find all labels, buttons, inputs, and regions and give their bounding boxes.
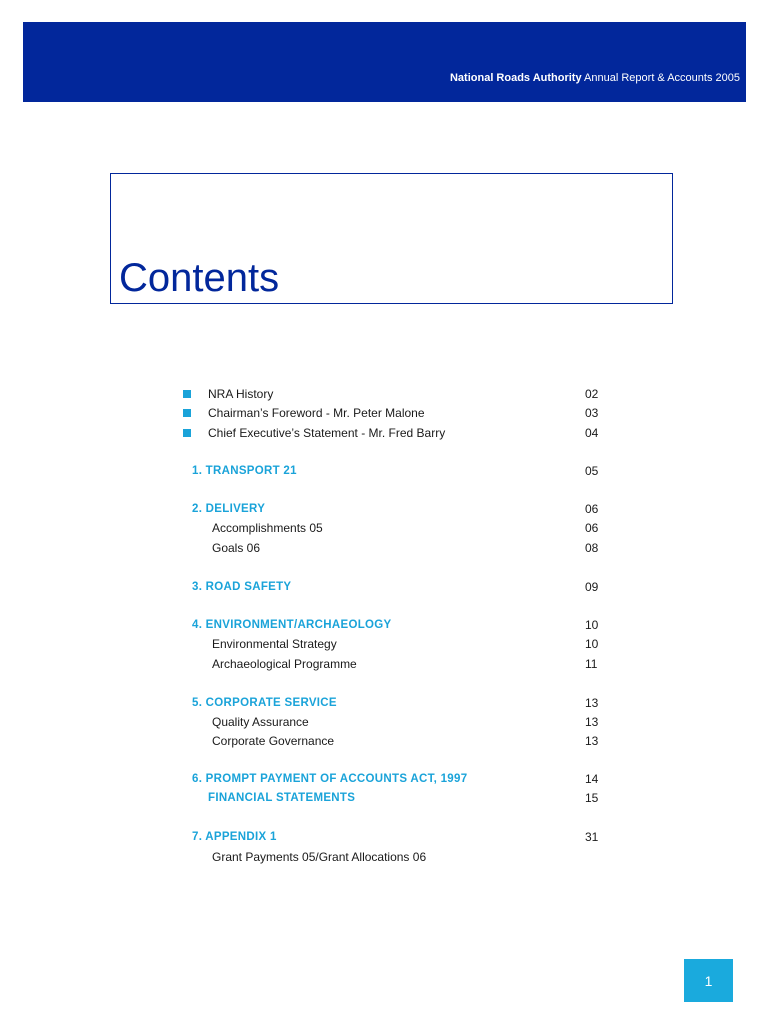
toc-entry-page: 09 xyxy=(585,580,599,594)
toc-entry-label: Quality Assurance xyxy=(212,715,309,729)
header-band xyxy=(23,22,746,102)
page-number-badge xyxy=(684,959,733,1002)
toc-entry xyxy=(180,501,605,517)
toc-entry xyxy=(180,463,605,479)
toc-entry xyxy=(180,540,605,556)
toc-entry xyxy=(180,386,605,402)
toc-entry-label: Archaeological Programme xyxy=(212,657,357,671)
toc-entry-label: Environmental Strategy xyxy=(212,637,337,651)
report-header xyxy=(450,72,740,84)
toc-entry xyxy=(180,617,605,633)
toc-entry-label: Accomplishments 05 xyxy=(212,521,323,535)
toc-entry-page: 03 xyxy=(585,406,599,420)
toc-entry xyxy=(180,636,605,652)
square-bullet-icon xyxy=(183,409,191,417)
toc-entry xyxy=(180,714,605,730)
toc-entry xyxy=(180,695,605,711)
toc-entry-label: Corporate Governance xyxy=(212,734,335,748)
page-title: Contents xyxy=(119,256,280,300)
toc-entry-page: 04 xyxy=(585,426,599,440)
title-box xyxy=(110,173,673,304)
toc-entry xyxy=(180,849,605,865)
square-bullet-icon xyxy=(183,429,191,437)
toc-entry-label: Goals 06 xyxy=(212,541,261,555)
toc-entry-page: 10 xyxy=(585,637,599,651)
toc-entry-label: 1. TRANSPORT 21 xyxy=(192,465,297,477)
toc-entry-page: 31 xyxy=(585,830,599,844)
toc-entry-label: 2. DELIVERY xyxy=(192,503,266,515)
toc-entry-page: 13 xyxy=(585,715,599,729)
toc-entry-page: 06 xyxy=(585,502,599,516)
toc-entry xyxy=(180,790,605,806)
toc-entry xyxy=(180,656,605,672)
toc-entry-label: 7. APPENDIX 1 xyxy=(192,831,277,843)
square-bullet-icon xyxy=(183,390,191,398)
toc-entry-label: 6. PROMPT PAYMENT OF ACCOUNTS ACT, 1997 xyxy=(192,773,468,785)
toc-entry xyxy=(180,425,605,441)
toc-entry-page: 10 xyxy=(585,618,599,632)
toc-entry-page: 05 xyxy=(585,464,599,478)
toc-entry xyxy=(180,771,605,787)
toc-entry xyxy=(180,405,605,421)
toc-entry-label: 4. ENVIRONMENT/ARCHAEOLOGY xyxy=(192,619,392,631)
toc-entry-label: 5. CORPORATE SERVICE xyxy=(192,697,337,709)
toc-entry xyxy=(180,733,605,749)
toc-entry-label: FINANCIAL STATEMENTS xyxy=(208,792,356,804)
report-subtitle: Annual Report & Accounts 2005 xyxy=(584,72,740,84)
toc-entry-page: 13 xyxy=(585,696,599,710)
toc-entry xyxy=(180,829,605,845)
organization-name: National Roads Authority xyxy=(449,72,582,84)
toc-entry xyxy=(180,520,605,536)
toc-entry-page: 08 xyxy=(585,541,599,555)
toc-entry-label: Grant Payments 05/Grant Allocations 06 xyxy=(212,850,427,864)
toc-entry-page: 02 xyxy=(585,387,599,401)
toc-entry-page: 11 xyxy=(585,657,598,671)
toc-entry xyxy=(180,579,605,595)
toc-entry-page: 15 xyxy=(585,791,599,805)
toc-entry-page: 06 xyxy=(585,521,599,535)
toc-entry-label: 3. ROAD SAFETY xyxy=(192,581,292,593)
toc-entry-page: 13 xyxy=(585,734,599,748)
toc-entry-page: 14 xyxy=(585,772,599,786)
page-number: 1 xyxy=(704,972,713,989)
toc-entry-label: Chief Executive’s Statement - Mr. Fred Barry xyxy=(208,426,446,440)
toc-entry-label: Chairman’s Foreword - Mr. Peter Malone xyxy=(208,406,425,420)
toc-entry-label: NRA History xyxy=(208,387,274,401)
